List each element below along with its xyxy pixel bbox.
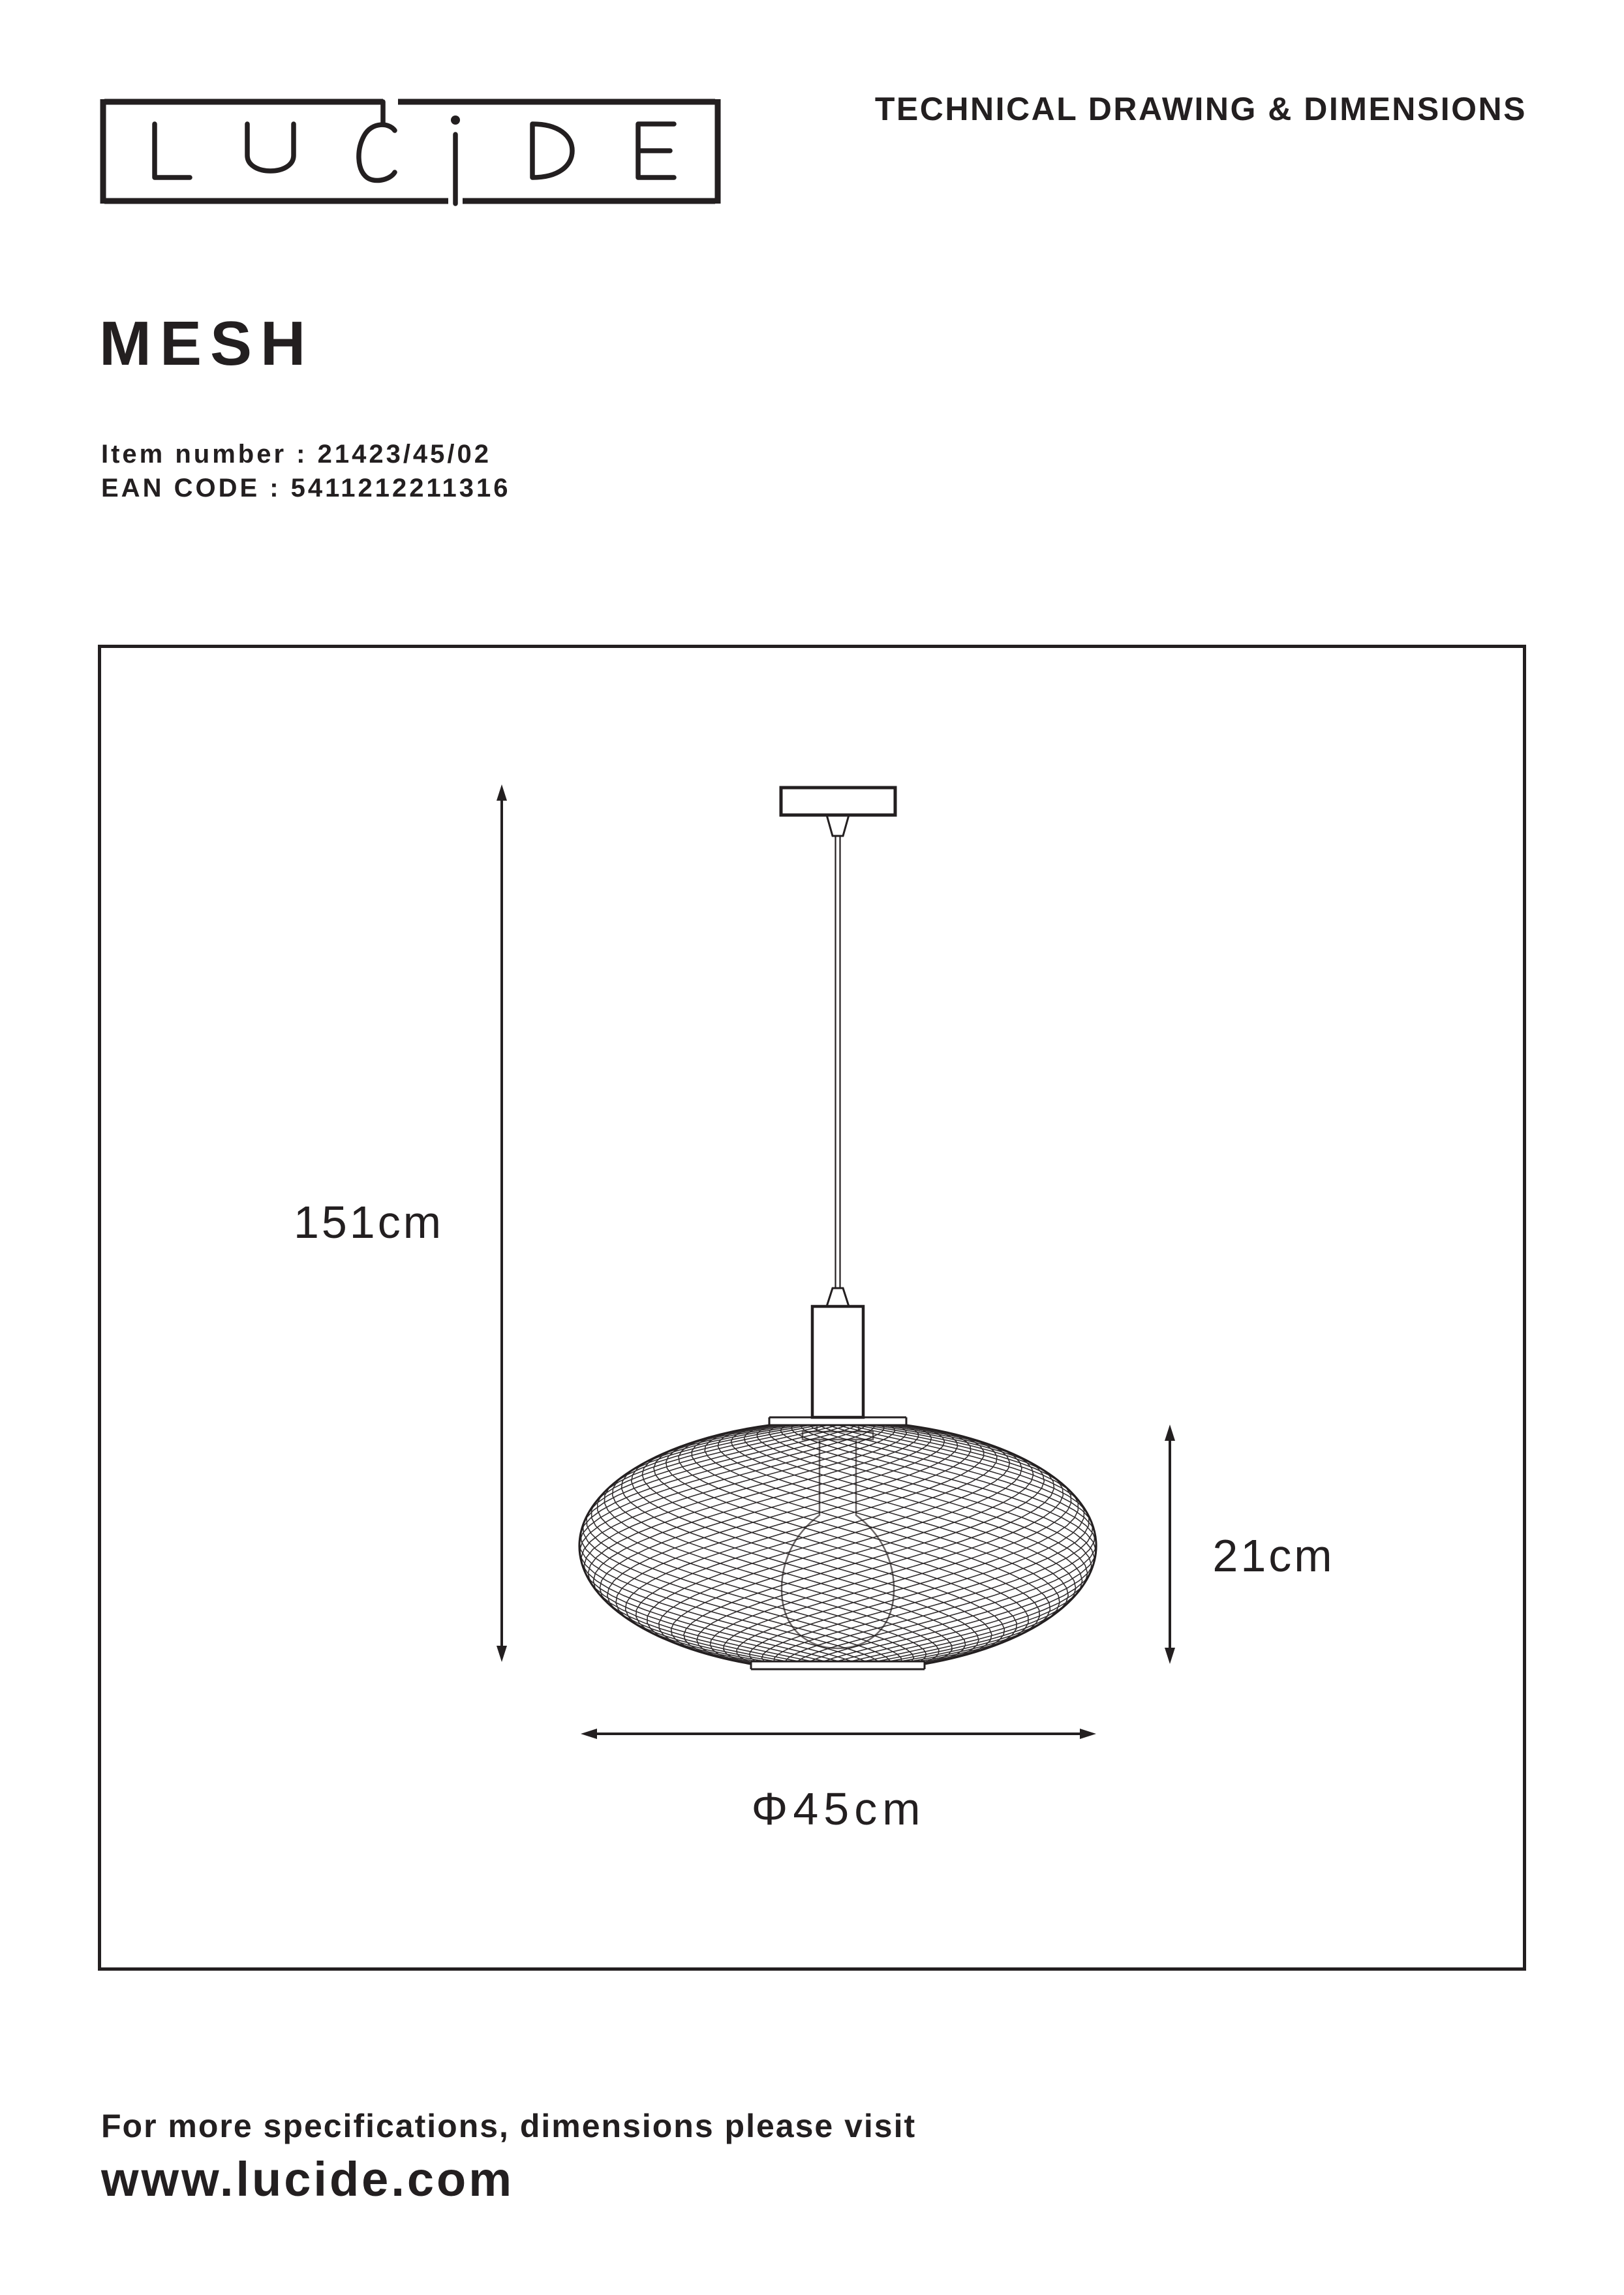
mesh-wire [636,1425,997,1664]
mesh-wire [579,1425,880,1664]
mesh-wire [791,1425,1095,1664]
mesh-wire [697,1425,1054,1664]
mesh-wire [647,1425,1009,1664]
mesh-wire [622,1425,979,1664]
shade-silhouette-left [579,1425,769,1664]
item-number-line: Item number : 21423/45/02 [101,440,492,469]
height-dimension-label: 151cm [293,1197,444,1248]
mesh-wire [580,1425,884,1664]
mesh-wire [580,1425,884,1664]
shade-bottom-cap [751,1661,925,1669]
mesh-wire [647,1425,1009,1664]
mesh-wire [666,1425,1028,1664]
product-name: MESH [99,309,314,378]
footer-url: www.lucide.com [101,2152,515,2206]
shade-height-dimension-line [1165,1425,1175,1664]
mesh-wire [583,1425,902,1664]
mesh-wire [795,1425,1095,1664]
shade-silhouette-right [906,1425,1096,1664]
pendant-cable [836,836,840,1288]
mesh-wire [762,1425,1089,1664]
mesh-wire [666,1425,1028,1664]
mesh-wire [791,1425,1095,1664]
page-title: TECHNICAL DRAWING & DIMENSIONS [874,91,1527,127]
mesh-wire [622,1425,979,1664]
mesh-wire [795,1425,1095,1664]
ceiling-canopy [781,788,895,815]
mesh-wire [762,1425,1089,1664]
lamp-socket [812,1306,863,1417]
mesh-wire [774,1425,1092,1664]
mesh-wire [758,1425,1088,1664]
height-dimension-line [497,784,507,1662]
shade-height-dimension-label: 21cm [1212,1530,1335,1581]
mesh-wire [588,1425,918,1664]
mesh-wire [587,1425,913,1664]
canopy-strain-relief [827,815,849,836]
ean-code-line: EAN CODE : 5411212211316 [101,474,511,502]
mesh-wire [583,1425,902,1664]
mesh-lines [579,1425,1095,1664]
mesh-wire [697,1425,1054,1664]
cable-connector [827,1288,849,1306]
mesh-wire [774,1425,1092,1664]
diameter-dimension-label: Φ45cm [751,1783,926,1834]
mesh-wire [587,1425,913,1664]
diameter-dimension-line [581,1729,1096,1739]
mesh-wire [679,1425,1039,1664]
footer-note: For more specifications, dimensions please visit [101,2108,917,2144]
mesh-wire [579,1425,880,1664]
mesh-wire [679,1425,1039,1664]
mesh-wire [636,1425,997,1664]
socket-flange [803,1432,873,1440]
